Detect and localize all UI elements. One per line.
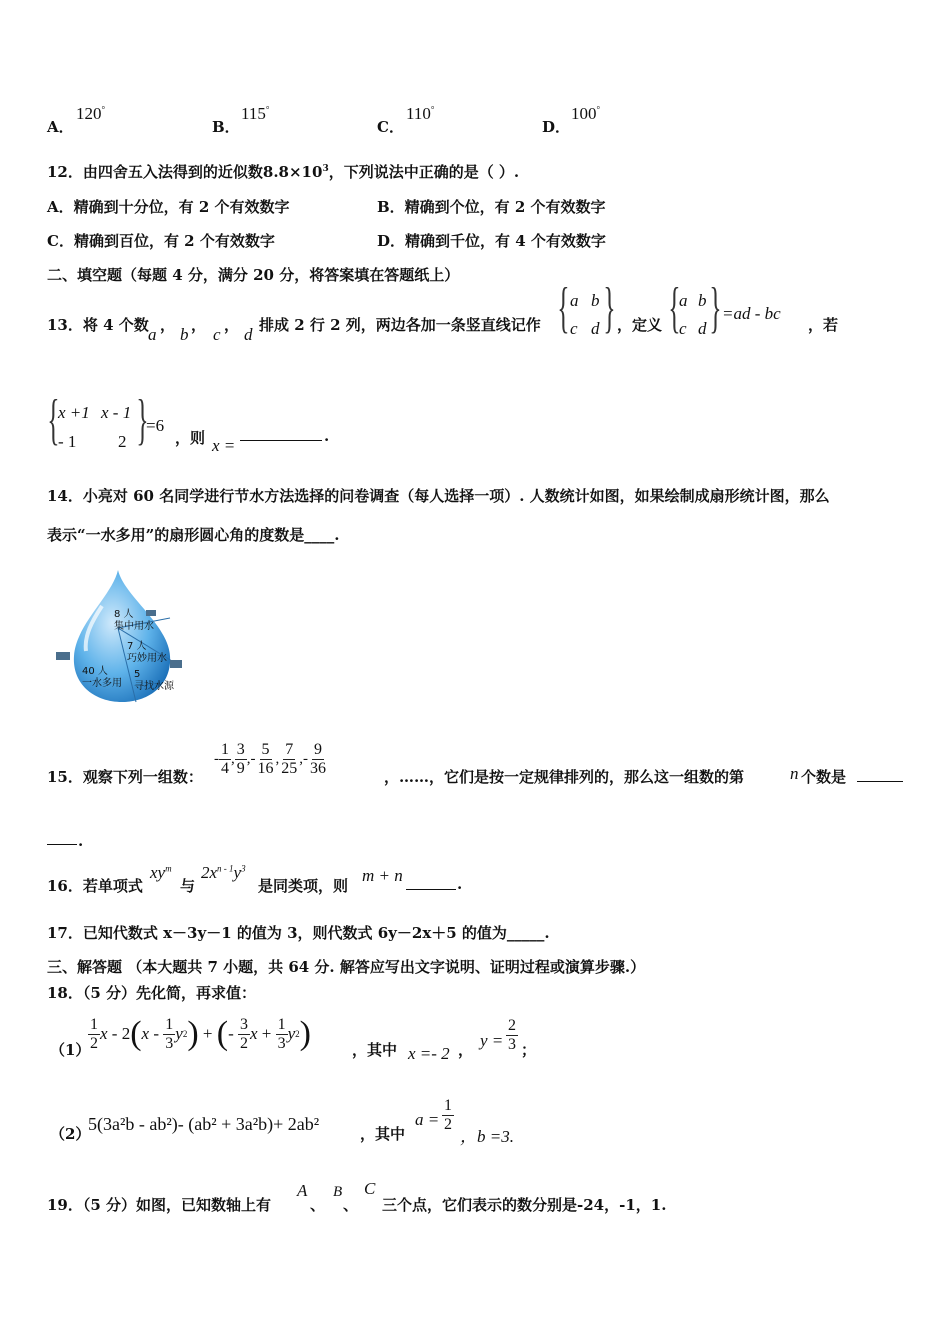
q14-line2: 表示“一水多用”的扇形圆心角的度数是____. [47, 526, 340, 544]
q18-part2-label: （2） [50, 1125, 91, 1143]
q18-x-value: x =- 2 [408, 1044, 450, 1063]
chart-label-multi: 40 人 一水多用 [82, 666, 122, 689]
q13-equals-6: =6 [146, 416, 165, 435]
q16-and: 与 [180, 877, 196, 895]
matrix2-c: c [679, 319, 687, 338]
q19-point-c: C [364, 1179, 376, 1198]
q16-period: . [457, 875, 463, 893]
q18-expr2: 5(3a²b - ab²)- (ab² + 3a²b)+ 2ab² [88, 1114, 320, 1134]
q17-text: 17．已知代数式 x－3y－1 的值为 3，则代数式 6y－2x＋5 的值为_____. [47, 924, 550, 942]
q16-intro: 16．若单项式 [47, 877, 143, 895]
q15-nth: 个数是 [801, 768, 847, 786]
q13-x-equals: x = [212, 436, 236, 455]
seq-frac-5: $\frac{9}{36}$ [310, 741, 326, 777]
matrix2-b: b [698, 291, 707, 310]
q19-sep-2: 、 [343, 1196, 359, 1214]
matrix3-12: x - 1 [101, 403, 132, 422]
matrix2-a: a [679, 291, 688, 310]
q18-y-fraction: $\frac{2}{3}$ [508, 1017, 516, 1053]
q16-answer-blank[interactable] [406, 889, 456, 890]
q13-comma-2: ， [191, 316, 207, 334]
q13-then: ，则 [175, 429, 206, 447]
q19-rest: 三个点，它们表示的数分别是-24，-1，1. [382, 1196, 667, 1214]
q18-expr1: $\frac{1}{2}$ x - 2 ( x - $\frac{1}{3}$ y 2 ) + ( - $\frac{3}{2}$ x + $\frac{1}{3}$ y 2 ) [90, 1015, 311, 1052]
option-c-value: 110° [406, 104, 435, 123]
q15-rule: ，……，它们是按一定规律排列的，那么这一组数的第 [384, 768, 745, 786]
chart-label-clever: 7 人 巧妙用水 [127, 641, 167, 664]
q12-option-c: C．精确到百位，有 2 个有效数字 [47, 232, 275, 250]
matrix1-b: b [591, 291, 600, 310]
q18-where-1: ，其中 [352, 1041, 398, 1059]
q16-m-plus-n: m + n [362, 866, 403, 885]
q19-point-a: A [297, 1181, 308, 1200]
matrix2-d: d [698, 319, 707, 338]
q14-line1: 14．小亮对 60 名同学进行节水方法选择的问卷调查（每人选择一项）. 人数统计如图，如果绘制成扇形统计图，那么 [47, 487, 830, 505]
q16-like-terms: 是同类项，则 [258, 877, 349, 895]
q12-stem: 12．由四舍五入法得到的近似数$8.8\times 10^3$，下列说法中正确的是（ ）. [47, 163, 520, 181]
seq-frac-2: $\frac{3}{9}$ [236, 741, 245, 777]
q12-option-a: A．精确到十分位，有 2 个有效数字 [47, 198, 290, 216]
chart-label-source: 5 寻找水源 [134, 669, 174, 692]
q18-a-label: a = [415, 1110, 440, 1129]
q13-define: ，定义 [617, 316, 663, 334]
matrix1-a: a [570, 291, 579, 310]
matrix3-22: 2 [118, 432, 127, 451]
q13-period: . [324, 427, 330, 445]
q13-var-c: c [213, 325, 221, 344]
option-b-value: 115° [241, 104, 270, 123]
q16-term2: $2x^{n - 1}y^3$ [201, 863, 246, 882]
q13-desc: 排成 2 行 2 列，两边各加一条竖直线记作 [259, 316, 541, 334]
section-2-heading: 二、填空题（每题 4 分，满分 20 分，将答案填在答题纸上） [47, 266, 460, 284]
seq-frac-4: $\frac{7}{25}$ [281, 741, 298, 777]
q13-comma-3: ， [224, 316, 240, 334]
option-a-value: 120° [76, 104, 106, 123]
q18-where-2: ，其中 [360, 1125, 406, 1143]
q19-intro: 19．（5 分）如图，已知数轴上有 [47, 1196, 272, 1214]
q13-var-b: b [180, 325, 189, 344]
q15-sequence [214, 741, 328, 777]
q13-answer-blank[interactable] [240, 438, 322, 441]
q13-var-a: a [148, 325, 157, 344]
section-3-heading: 三、解答题 （本大题共 7 小题，共 64 分. 解答应写出文字说明、证明过程或演算步骤.） [47, 958, 646, 976]
matrix3-11: x +1 [58, 403, 90, 422]
q16-term1: $xy^m$ [150, 863, 172, 882]
seq-sign-1: - [214, 750, 219, 767]
q13-intro: 13．将 4 个数 [47, 316, 149, 334]
q18-semicolon: ； [521, 1041, 537, 1059]
matrix3-right-bracket: } [136, 389, 149, 451]
q15-answer-blank-1[interactable] [857, 781, 903, 782]
q18-b-value: ，b =3. [460, 1127, 514, 1146]
q19-sep-1: 、 [310, 1196, 326, 1214]
q13-definition: =ad - bc [722, 304, 781, 323]
q15-period: . [78, 832, 84, 850]
q18-y-label: y = [480, 1031, 504, 1050]
q13-if: ，若 [808, 316, 839, 334]
matrix3-21: - 1 [58, 432, 77, 451]
q19-point-b: B [333, 1184, 343, 1200]
option-a-label: A． [47, 118, 74, 136]
faucet-right [170, 660, 182, 668]
q13-var-d: d [244, 325, 253, 344]
q12-option-b: B．精确到个位，有 2 个有效数字 [377, 198, 606, 216]
q15-intro: 15．观察下列一组数： [47, 768, 203, 786]
matrix3-left-bracket: { [47, 389, 60, 451]
option-d-value: 100° [571, 104, 601, 123]
q15-n: n [790, 764, 799, 783]
seq-frac-3: $\frac{5}{16}$ [257, 741, 274, 777]
seq-sign-4: , [275, 750, 280, 767]
q18-a-fraction: $\frac{1}{2}$ [444, 1097, 452, 1133]
faucet-left [56, 652, 70, 660]
option-d-label: D． [542, 118, 571, 136]
q18-part1-label: （1） [50, 1041, 91, 1059]
matrix2-right-bracket: } [709, 277, 722, 339]
matrix1-right-bracket: } [603, 277, 616, 339]
seq-sign-2: , [231, 750, 235, 767]
matrix1-c: c [570, 319, 578, 338]
seq-frac-1: $\frac{1}{4}$ [221, 741, 229, 777]
seq-sign-5: ,- [299, 750, 308, 767]
q18-title: 18．（5 分）先化简，再求值： [47, 984, 257, 1002]
matrix1-d: d [591, 319, 600, 338]
option-c-label: C． [377, 118, 404, 136]
q12-option-d: D．精确到千位，有 4 个有效数字 [377, 232, 606, 250]
matrix1-left-bracket: { [557, 277, 570, 339]
option-b-label: B． [212, 118, 240, 136]
chart-label-collect: 8 人 集中用水 [114, 609, 154, 632]
q15-answer-blank-2[interactable] [47, 844, 77, 845]
seq-sign-3: ,- [246, 750, 256, 767]
matrix2-left-bracket: { [668, 277, 681, 339]
q18-comma: ， [458, 1041, 474, 1059]
q13-comma-1: ， [160, 316, 176, 334]
